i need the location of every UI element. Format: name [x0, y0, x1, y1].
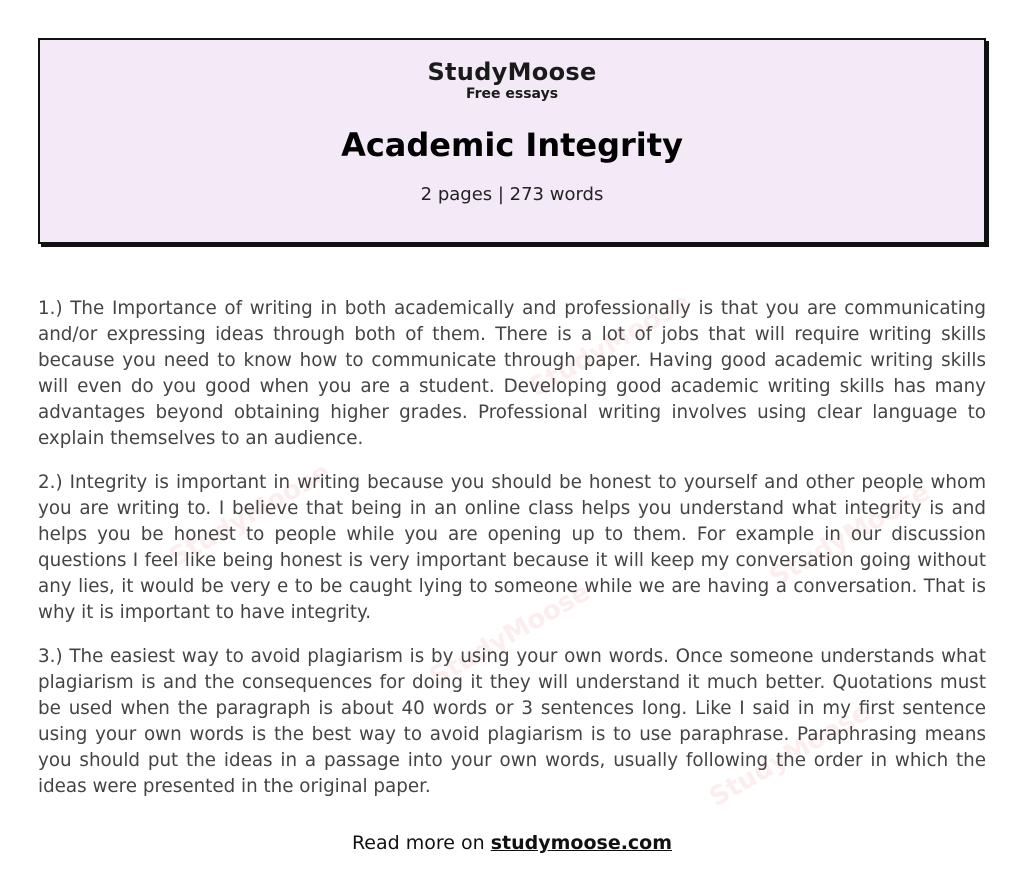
paragraph: 1.) The Importance of writing in both academically and professionally is that you are communicating and/or expressing ideas through both of them. There is a lot of jobs that will require writing skills because you need to know how to communicate through paper. Having good academic writing skills will even do you good when you are a student. Developing good academic writing skills has many advantages beyond obtaining higher grades. Professional writing involves using clear language to explain themselves to an audience.: [38, 298, 986, 449]
paragraph: 3.) The easiest way to avoid plagiarism is by using your own words. Once someone understands what plagiarism is and the consequences for doing it they will understand it much better. Quotations must be used when the paragraph is about 40 words or 3 sentences long. Like I said in my first sentence using your own words is the best way to avoid plagiarism is to use paraphrase. Paraphrasing means you should put the ideas in a passage into your own words, usually following the order in which the ideas were presented in the original paper.: [38, 646, 986, 797]
brand-tagline: Free essays: [465, 86, 559, 102]
essay-meta: 2 pages | 273 words: [420, 184, 604, 205]
watermark: StudyMoose: [764, 477, 936, 593]
watermark: StudyMoose: [424, 577, 596, 693]
studymoose-link[interactable]: studymoose.com: [490, 832, 673, 854]
essay-body: [38, 296, 986, 818]
paragraph: 2.) Integrity is important in writing because you should be honest to yourself and other people whom you are writing to. I believe that being in an online class helps you understand what integrity is and helps you be honest to people while you are opening up to them. For example in our discussion questions I feel like being honest is very important because it will keep my conversation going without any lies, it would be very e to be caught lying to someone while we are having a conversation. That is why it is important to have integrity.: [38, 472, 986, 623]
essay-header: [38, 38, 986, 244]
watermark: StudyMoose: [524, 287, 696, 403]
watermark: StudyMoose: [164, 457, 336, 573]
read-more-label: Read more on: [351, 832, 485, 854]
page-title: Academic Integrity: [341, 126, 683, 164]
watermark: StudyMoose: [704, 697, 876, 813]
brand-logo: StudyMoose: [427, 58, 597, 86]
read-more: [0, 832, 1024, 854]
